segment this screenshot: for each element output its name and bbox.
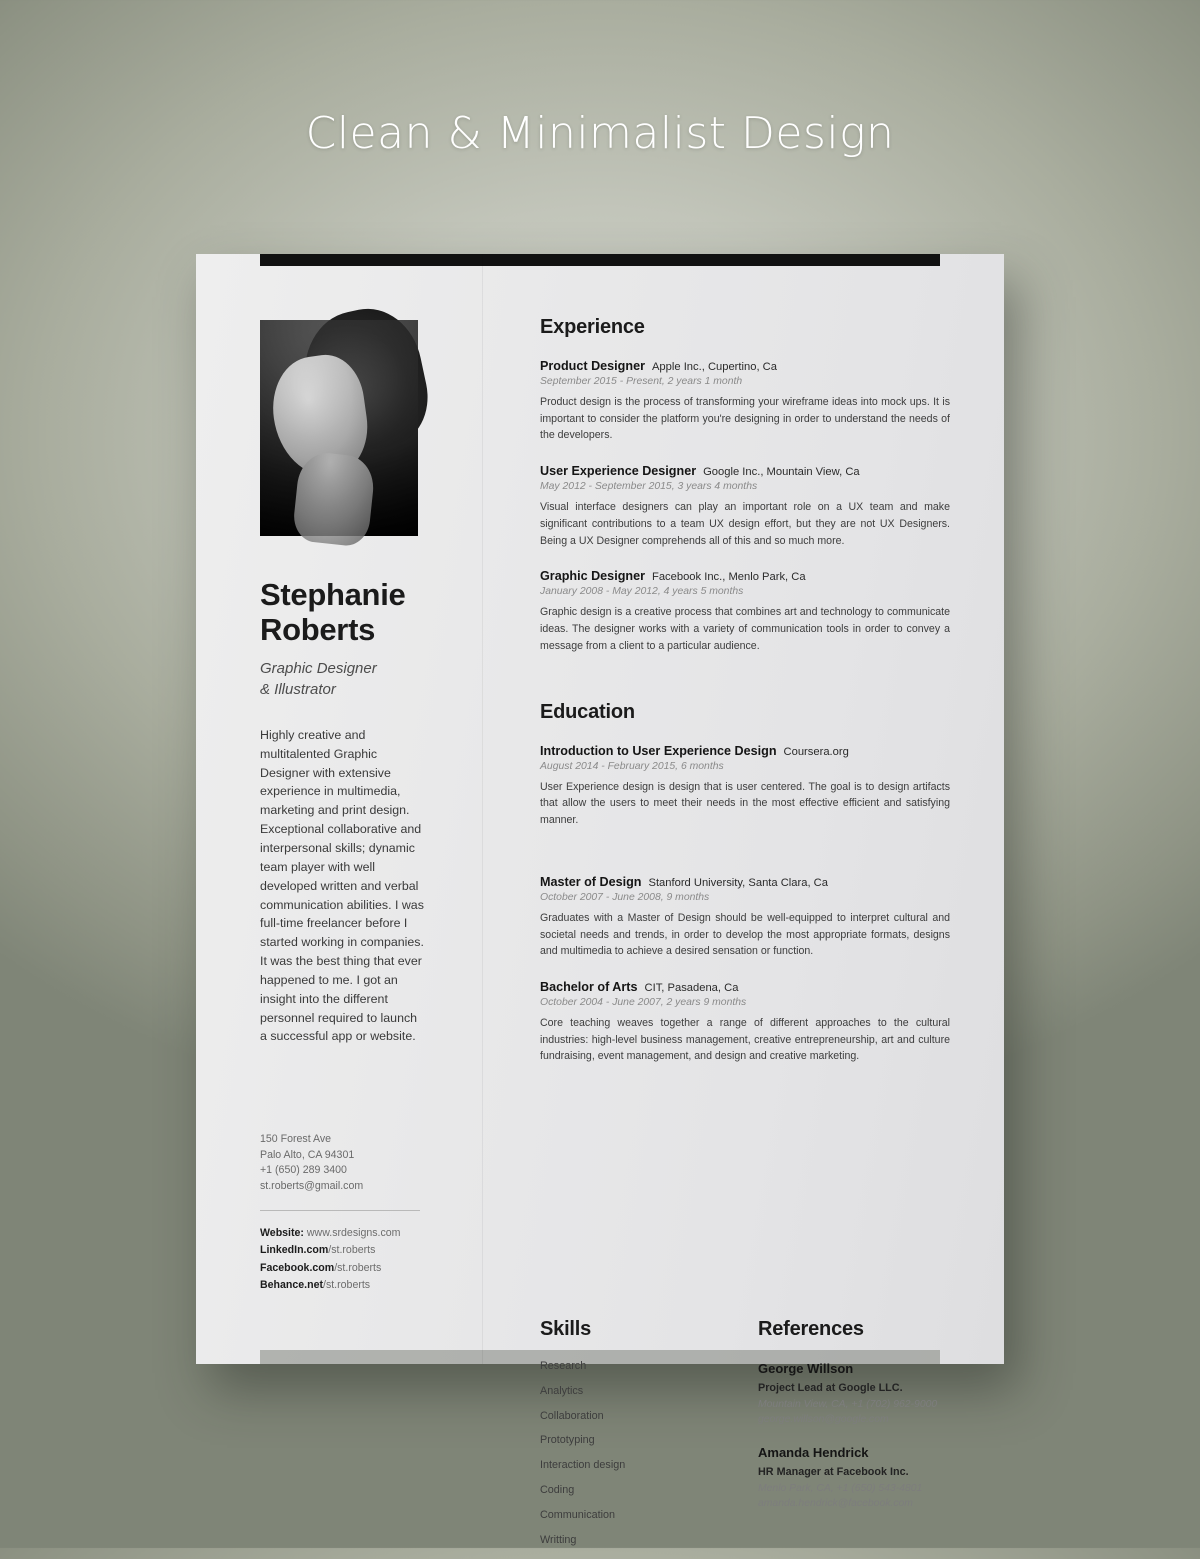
- link-website-value: www.srdesigns.com: [306, 1227, 401, 1240]
- education-role-2: [540, 980, 950, 994]
- skill-item: Writting: [540, 1533, 577, 1546]
- link-facebook[interactable]: [260, 1260, 440, 1277]
- skill-item: Coding: [540, 1483, 575, 1496]
- candidate-name-first: Stephanie: [260, 577, 406, 612]
- top-accent-bar: [260, 254, 940, 266]
- reference-name-0: George Willson: [758, 1361, 854, 1376]
- education-item: [540, 744, 950, 829]
- education-role-0: [540, 744, 950, 758]
- reference-email-0: george.willson@google.com: [758, 1414, 889, 1426]
- skill-item: Prototyping: [540, 1434, 595, 1447]
- candidate-bio: Highly creative and multitalented Graphic Designer with extensive experience in multimedia, marketing and print design. Exceptional collaborative and interpersonal skills; dynamic team player with well developed written and verbal communication abilities. I was full-time freelancer before I started working in companies. It was the best thing that ever happened to me. I got an insight into the different personnel required to launch a successful app or website.: [260, 727, 424, 1044]
- education-date-0: August 2014 - February 2015, 6 months: [540, 760, 724, 772]
- link-facebook-label: Facebook.com: [260, 1261, 335, 1274]
- resume-sheet: [196, 254, 1004, 1546]
- education-desc-0: User Experience design is design that is user centered. The goal is to design artifacts that allow the users to meet their needs in the most effective efficient and satisfying manner.: [540, 780, 950, 827]
- experience-item: [540, 569, 950, 654]
- candidate-subtitle: [260, 659, 460, 700]
- candidate-name-last: Roberts: [260, 611, 376, 647]
- section-title-skills: Skills: [540, 1318, 592, 1340]
- contact-phone: +1 (650) 289 3400: [260, 1164, 347, 1177]
- education-role-text-2: Bachelor of Arts: [540, 980, 638, 995]
- skill-item: Collaboration: [540, 1409, 604, 1422]
- education-org-1: Stanford University, Santa Clara, Ca: [648, 876, 828, 889]
- education-org-0: Coursera.org: [783, 745, 849, 758]
- experience-role-0: [540, 359, 950, 373]
- reference-item: [758, 1445, 1058, 1511]
- candidate-subtitle-line1: Graphic Designer: [260, 660, 377, 678]
- link-linkedin[interactable]: [260, 1242, 440, 1259]
- experience-date-1: May 2012 - September 2015, 3 years 4 months: [540, 481, 758, 493]
- experience-role-1: [540, 464, 950, 478]
- education-desc-1: Graduates with a Master of Design should be well-equipped to interpret cultural and societal needs and trends, in order to develop the most appropriate formats, designs and multimedia to achieve a desired sensation or function.: [540, 911, 950, 958]
- contact-block: [260, 1132, 440, 1294]
- experience-role-2: [540, 569, 950, 583]
- experience-org-2: Facebook Inc., Menlo Park, Ca: [651, 571, 806, 584]
- education-role-text-1: Master of Design: [540, 874, 642, 889]
- skill-item: Analytics: [540, 1384, 584, 1397]
- experience-desc-1: Visual interface designers can play an important role on a UX team and make significant contributions to a team UX design effort, but they are not UX Designers. Being a UX Designer comprehends all of this and so much more.: [540, 501, 950, 547]
- references-column: [758, 1318, 1058, 1559]
- reference-location-1: Menlo Park, CA, +1 (650) 543-4801: [758, 1483, 923, 1495]
- education-date-1: October 2007 - June 2008, 9 months: [540, 891, 710, 903]
- section-title-experience: Experience: [540, 316, 645, 338]
- education-role-text-0: Introduction to User Experience Design: [540, 743, 777, 758]
- education-item: [540, 875, 950, 960]
- experience-org-0: Apple Inc., Cupertino, Ca: [651, 361, 777, 373]
- section-title-references: References: [758, 1318, 864, 1340]
- contact-divider: [260, 1210, 420, 1211]
- education-org-2: CIT, Pasadena, Ca: [644, 982, 739, 995]
- link-website[interactable]: [260, 1225, 440, 1242]
- experience-desc-0: Product design is the process of transforming your wireframe ideas into mock ups. It is important to consider the platform you're designing in order to understand the needs of the developers.: [540, 396, 950, 442]
- contact-email: st.roberts@gmail.com: [260, 1179, 364, 1192]
- reference-role-0: Project Lead at Google LLC.: [758, 1382, 903, 1394]
- reference-name-1: Amanda Hendrick: [758, 1445, 869, 1461]
- link-behance-value: /st.roberts: [323, 1278, 371, 1291]
- skill-item: Communication: [540, 1508, 616, 1521]
- contact-address-1: 150 Forest Ave: [260, 1133, 332, 1145]
- candidate-subtitle-line2: & Illustrator: [260, 680, 336, 698]
- links-block: [260, 1225, 440, 1294]
- link-website-label: Website:: [260, 1227, 304, 1240]
- experience-date-2: January 2008 - May 2012, 4 years 5 months: [540, 586, 744, 598]
- link-behance[interactable]: [260, 1277, 440, 1294]
- experience-role-text-1: User Experience Designer: [540, 464, 697, 479]
- reference-location-0: Mountain View, CA, +1 (702) 962-9000: [758, 1399, 938, 1410]
- reference-item: [758, 1361, 1058, 1427]
- reference-email-1: amanda.hendrick@facebook.com: [758, 1498, 913, 1510]
- right-column: [540, 316, 950, 1085]
- section-title-education: Education: [540, 700, 635, 723]
- experience-date-0: September 2015 - Present, 2 years 1 month: [540, 376, 743, 387]
- portrait-shading: [260, 320, 418, 536]
- experience-org-1: Google Inc., Mountain View, Ca: [703, 466, 860, 479]
- experience-desc-2: Graphic design is a creative process that combines art and technology to communicate ideas. The designer works with a variety of communication tools in order to convey a message from a client to a particular audience.: [540, 606, 950, 652]
- candidate-name: [260, 578, 460, 647]
- education-item: [540, 980, 950, 1065]
- skill-item: Research: [540, 1360, 587, 1372]
- link-linkedin-value: /st.roberts: [328, 1244, 376, 1257]
- contact-address-2: Palo Alto, CA 94301: [260, 1148, 355, 1161]
- reference-role-1: HR Manager at Facebook Inc.: [758, 1466, 909, 1479]
- portrait-photo: [260, 320, 418, 536]
- left-column: [260, 320, 460, 1046]
- education-date-2: October 2004 - June 2007, 2 years 9 months: [540, 997, 747, 1009]
- link-linkedin-label: LinkedIn.com: [260, 1244, 329, 1257]
- experience-role-text-0: Product Designer: [540, 359, 645, 373]
- bottom-columns: [540, 1318, 1110, 1559]
- link-behance-label: Behance.net: [260, 1278, 323, 1291]
- experience-role-text-2: Graphic Designer: [540, 569, 645, 584]
- link-facebook-value: /st.roberts: [334, 1261, 382, 1274]
- experience-item: [540, 359, 950, 444]
- education-role-1: [540, 875, 950, 889]
- experience-item: [540, 464, 950, 549]
- skill-item: Interaction design: [540, 1459, 626, 1472]
- education-spacer: [540, 849, 950, 875]
- page-headline: Clean & Minimalist Design: [305, 108, 895, 159]
- skills-column: [540, 1318, 758, 1559]
- section-spacer: [540, 675, 950, 701]
- education-desc-2: Core teaching weaves together a range of different approaches to the cultural industries: high-level business management, creative entrepreneurship, art and culture fundraising, event management, and design and creative marketing.: [540, 1017, 950, 1063]
